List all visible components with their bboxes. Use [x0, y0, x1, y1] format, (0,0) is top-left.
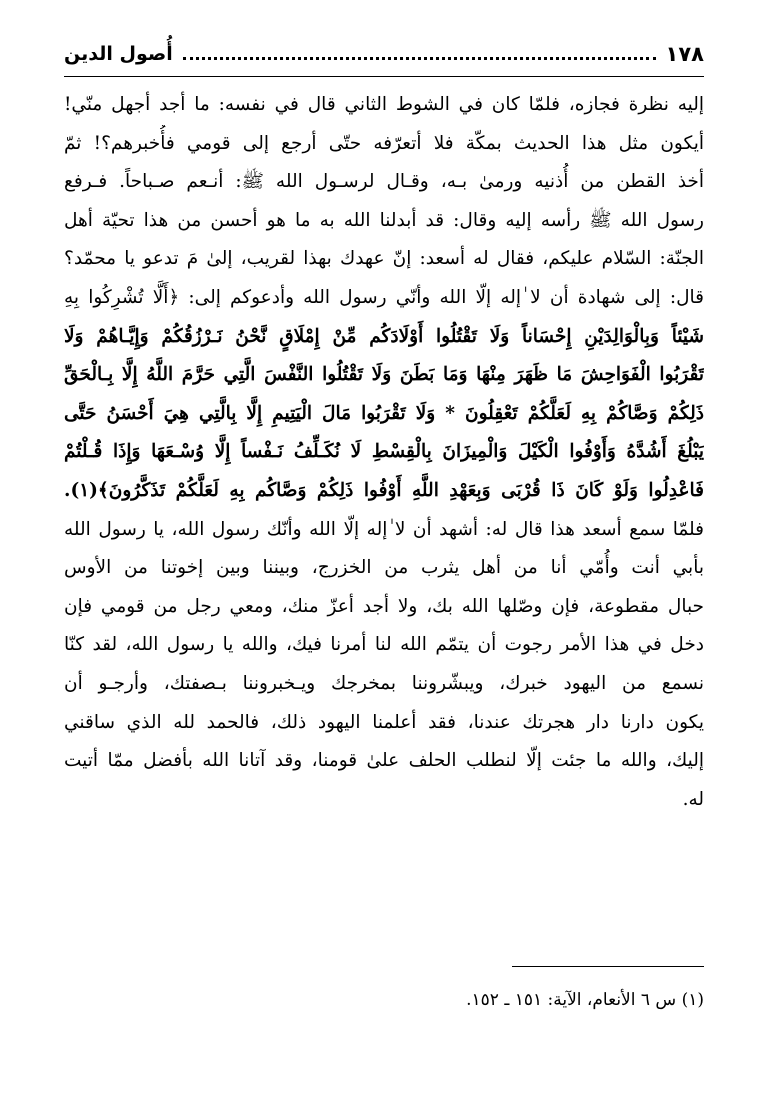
text-line: يكون دارنا دار هجرتك عندنا، فقد أعلمنا اليهود ذلك، فالحمد لله الذي ساقني: [64, 711, 704, 733]
book-title: أُصول الدين: [64, 43, 173, 65]
quran-verse-line: ذَلِكُمْ وَصَّاكُمْ بِهِ لَعَلَّكُمْ تَعْقِلُونَ * وَلَا تَقْرَبُوا مَالَ الْيَتِيمِ إِلَّا بِالَّتِي هِيَ أَحْسَنُ حَتَّى: [64, 402, 704, 424]
quran-verse-line: تَقْرَبُوا الْفَوَاحِشَ مَا ظَهَرَ مِنْهَا وَمَا بَطَنَ وَلَا تَقْتُلُوا النَّفْسَ الَّتِي حَرَّمَ اللَّهُ إِلَّا بِـالْحَقِّ: [64, 364, 704, 386]
quran-verse-line: فَاعْدِلُوا وَلَوْ كَانَ ذَا قُرْبَى وَبِعَهْدِ اللَّهِ أَوْفُوا ذَلِكُمْ وَصَّاكُم بِهِ لَعَلَّكُمْ تَذَكَّرُونَ﴾(١).: [64, 479, 704, 501]
text-line: الجنّة: السّلام عليكم، فقال له أسعد: إنّ عهدك بهذا لقريب، إلىٰ مَ تدعو يا محمّد؟: [64, 248, 704, 270]
header-rule: [64, 76, 704, 77]
quran-verse-line: يَبْلُغَ أَشُدَّهُ وَأَوْفُوا الْكَيْلَ وَالْمِيزَانَ بِالْقِسْطِ لَا نُكَـلِّفُ نَـفْساً إِلَّا وُسْـعَهَا وَإِذَا قُـلْتُمْ: [64, 441, 704, 463]
text-line: قال: إلى شهادة أن لا ٰإله إلّا الله وأنّي رسول الله وأدعوكم إلى: ﴿أَلَّا تُشْرِكُوا بِهِ: [64, 286, 704, 308]
text-line: دخل في هذا الأمر رجوت أن يتمّم الله لنا أمرنا فيك، والله يا رسول الله، لقد كنّا: [64, 634, 704, 656]
quran-verse-line: شَيْئاً وَبِالْوَالِدَيْنِ إِحْسَاناً وَلَا تَقْتُلُوا أَوْلَادَكُم مِّنْ إِمْلَاقٍ نَّحْنُ نَـرْزُقُكُمْ وَإِيَّـاهُمْ وَلَا: [64, 325, 704, 347]
text-line: إليه نظرة فجازه، فلمّا كان في الشوط الثاني قال في نفسه: ما أجد أجهل منّي!: [64, 94, 704, 115]
text-line: أيكون مثل هذا الحديث بمكّة فلا أتعرّفه حتّى أرجع إلى قومي فأُخبرهم؟! ثمّ: [64, 132, 704, 154]
text-line: نسمع من اليهود خبرك، ويبشّروننا بمخرجك ويـخبروننا بـصفتك، وأرجـو أن: [64, 672, 704, 694]
header-dotted-leader: [183, 57, 656, 60]
footnote: (١) س ٦ الأنعام، الآية: ١٥١ ـ ١٥٢.: [466, 990, 704, 1010]
text-line: حبال مقطوعة، فإن وصّلها الله بك، ولا أجد أعزّ منك، ومعي رجل من قومي فإن: [64, 595, 704, 617]
text-line: إليك، والله ما جئت إلّا لنطلب الحلف علىٰ قومنا، وقد آتانا الله بأفضل ممّا أتيت: [64, 750, 704, 772]
text-line: فلمّا سمع أسعد هذا قال له: أشهد أن لا ٰإله إلّا الله وأنّك رسول الله، يا رسول الله: [64, 518, 704, 540]
main-text: [64, 86, 704, 819]
text-line: بأبي أنت وأُمّي أنا من أهل يثرب من الخزرج، وبيننا وبين إخوتنا من الأوس: [64, 557, 704, 579]
text-line: رسول الله ﷺ رأسه إليه وقال: قد أبدلنا الله به ما هو أحسن من هذا تحيّة أهل: [64, 209, 704, 231]
footnote-separator: [512, 966, 704, 967]
page-header: [64, 36, 704, 72]
text-line: أخذ القطن من أُذنيه ورمىٰ بـه، وقـال لرسـول الله ﷺ: أنـعم صـباحاً. فـرفع: [64, 171, 704, 193]
text-line: له.: [682, 788, 704, 810]
page-number: ١٧٨: [665, 42, 704, 66]
